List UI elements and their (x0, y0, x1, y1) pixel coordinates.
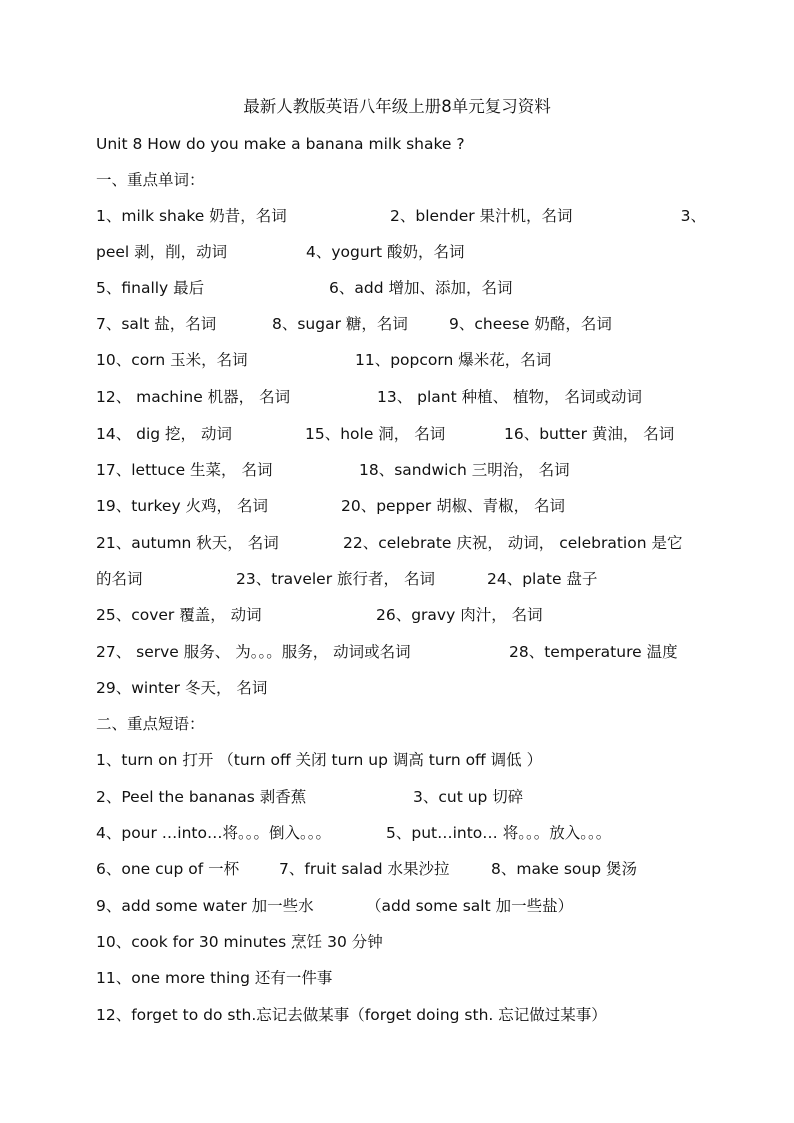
vocab-item: 5、finally 最后 (96, 279, 205, 297)
phrase-item: （add some salt 加一些盐） (366, 897, 574, 915)
phrase-item: 11、one more thing 还有一件事 (96, 969, 333, 987)
phrase-item: 7、fruit salad 水果沙拉 (279, 860, 450, 878)
vocab-item: 19、turkey 火鸡， 名词 (96, 497, 268, 515)
phrase-item: 12、forget to do sth.忘记去做某事（forget doing sth. 忘记做过某事） (96, 1006, 607, 1024)
vocab-item: 24、plate 盘子 (487, 570, 598, 588)
unit-title: Unit 8 How do you make a banana milk shake ? (96, 135, 465, 153)
phrase-item: 10、cook for 30 minutes 烹饪 30 分钟 (96, 933, 383, 951)
vocab-item: 25、cover 覆盖， 动词 (96, 606, 262, 624)
phrase-item: 2、Peel the bananas 剥香蕉 (96, 788, 307, 806)
vocab-item: 16、butter 黄油， 名词 (504, 425, 675, 443)
vocab-item: 29、winter 冬天， 名词 (96, 679, 268, 697)
section-heading-vocab: 一、重点单词： (96, 171, 205, 189)
vocab-item: 9、cheese 奶酪，名词 (449, 315, 612, 333)
phrase-item: 3、cut up 切碎 (413, 788, 524, 806)
vocab-item: 17、lettuce 生菜， 名词 (96, 461, 273, 479)
vocab-item: 22、celebrate 庆祝， 动词， celebration 是它 (343, 534, 683, 552)
vocab-item: 6、add 增加、添加，名词 (329, 279, 513, 297)
vocab-item: 11、popcorn 爆米花，名词 (355, 351, 552, 369)
vocab-item: 28、temperature 温度 (509, 643, 678, 661)
vocab-item: 7、salt 盐，名词 (96, 315, 217, 333)
vocab-item: 3、 (680, 207, 706, 225)
vocab-item: 26、gravy 肉汁， 名词 (376, 606, 543, 624)
phrase-item: 9、add some water 加一些水 (96, 897, 314, 915)
vocab-item: 12、 machine 机器， 名词 (96, 388, 291, 406)
vocab-item: 21、autumn 秋天， 名词 (96, 534, 279, 552)
phrase-item: 5、put…into… 将。。。放入。。。 (386, 824, 612, 842)
vocab-item: 27、 serve 服务、 为。。。服务， 动词或名词 (96, 643, 411, 661)
phrase-item: 4、pour …into…将。。。倒入。。。 (96, 824, 331, 842)
vocab-item: 1、milk shake 奶昔，名词 (96, 207, 287, 225)
phrase-item: 1、turn on 打开 （turn off 关闭 turn up 调高 turn off 调低 ） (96, 751, 543, 769)
vocab-item: 14、 dig 挖， 动词 (96, 425, 232, 443)
vocab-item: 2、blender 果汁机，名词 (390, 207, 573, 225)
vocab-item: 20、pepper 胡椒、青椒， 名词 (341, 497, 566, 515)
vocab-item: peel 剥，削，动词 (96, 243, 228, 261)
phrase-item: 6、one cup of 一杯 (96, 860, 240, 878)
vocab-item: 15、hole 洞， 名词 (305, 425, 446, 443)
vocab-item: 13、 plant 种植、 植物， 名词或动词 (377, 388, 642, 406)
vocab-item: 4、yogurt 酸奶，名词 (306, 243, 465, 261)
vocab-item: 的名词 (96, 570, 143, 588)
vocab-item: 10、corn 玉米，名词 (96, 351, 248, 369)
vocab-item: 23、traveler 旅行者， 名词 (236, 570, 435, 588)
vocab-item: 18、sandwich 三明治， 名词 (359, 461, 570, 479)
section-heading-phrases: 二、重点短语： (96, 715, 205, 733)
vocab-item: 8、sugar 糖，名词 (272, 315, 408, 333)
phrase-item: 8、make soup 煲汤 (491, 860, 637, 878)
page-title: 最新人教版英语八年级上册8单元复习资料 (243, 97, 551, 116)
